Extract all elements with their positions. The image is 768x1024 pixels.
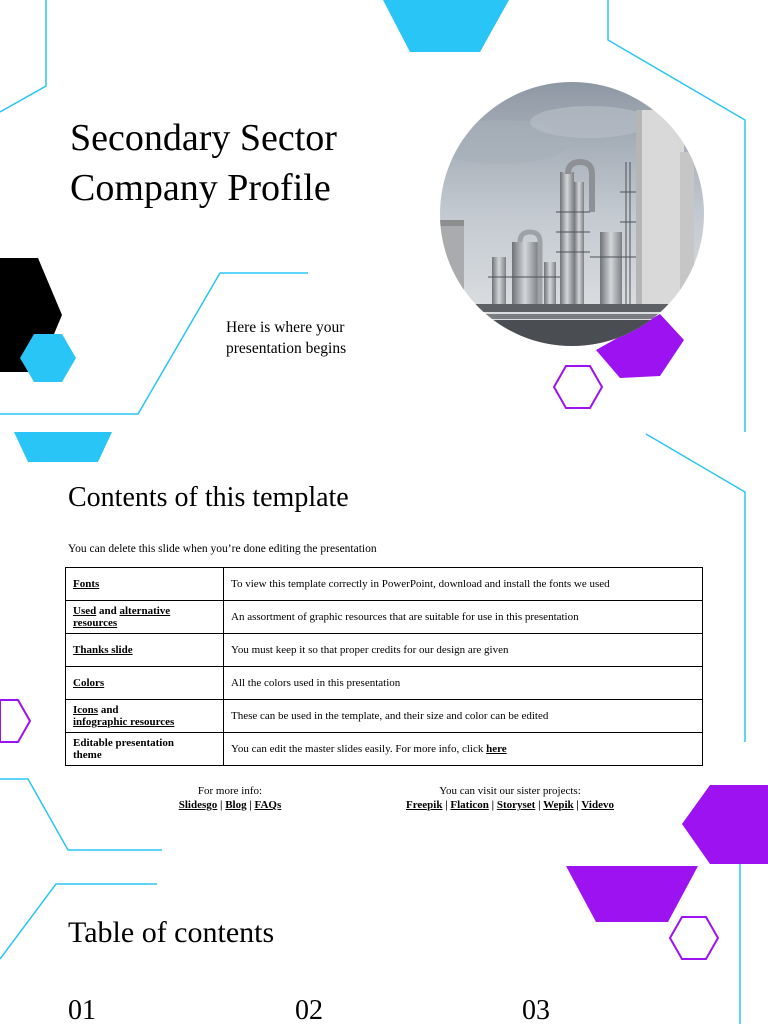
purple-hexagon <box>682 785 768 864</box>
row-desc-cell: You must keep it so that proper credits for our design are given <box>224 634 703 667</box>
row-desc-text: You can edit the master slides easily. For more info, click <box>231 743 487 755</box>
toc-number-03: 03 <box>522 995 550 1024</box>
more-info-label: For more info: <box>197 785 263 797</box>
row-name-cell <box>66 700 224 733</box>
table-row <box>66 601 703 634</box>
subtitle-line-1: Here is where your <box>226 319 345 336</box>
toc-title: Table of contents <box>68 916 275 949</box>
toc-number-01: 01 <box>68 995 96 1024</box>
row-desc-cell <box>224 733 703 766</box>
more-info-links <box>170 798 290 812</box>
presentation-subtitle <box>226 317 346 359</box>
row-name-cell <box>66 634 224 667</box>
row-name-cell <box>66 667 224 700</box>
row-name-text: and <box>98 704 119 716</box>
cyan-line-topleft <box>0 0 46 112</box>
more-info-block <box>170 784 290 812</box>
title-line-1: Secondary Sector <box>70 117 337 159</box>
sister-projects-links <box>385 798 635 812</box>
cyan-trapezoid-top <box>14 432 112 462</box>
here-link[interactable]: here <box>486 743 507 755</box>
title-slide <box>0 0 768 432</box>
title-line-2: Company Profile <box>70 167 331 209</box>
slidesgo-link[interactable]: Slidesgo <box>178 799 218 811</box>
delete-note: You can delete this slide when you’re done editing the presentation <box>68 543 377 555</box>
row-desc-cell: These can be used in the template, and their size and color can be edited <box>224 700 703 733</box>
purple-hexagon-outline <box>0 700 30 742</box>
cyan-trapezoid-top <box>383 0 509 52</box>
row-name-text: and <box>96 605 120 617</box>
row-desc-cell: An assortment of graphic resources that are suitable for use in this presentation <box>224 601 703 634</box>
row-name-cell <box>66 733 224 766</box>
blog-link[interactable]: Blog <box>225 799 247 811</box>
icons-link[interactable]: Icons <box>73 704 99 716</box>
storyset-link[interactable]: Storyset <box>496 799 536 811</box>
sister-projects-block <box>385 784 635 812</box>
link-separator: | <box>535 799 544 811</box>
purple-hexagon-outline <box>670 917 718 959</box>
table-row <box>66 733 703 766</box>
used-resources-link[interactable]: Used <box>73 605 97 617</box>
wepik-link[interactable]: Wepik <box>543 799 574 811</box>
videvo-link[interactable]: Videvo <box>581 799 614 811</box>
thanks-slide-link[interactable]: Thanks slide <box>73 644 133 656</box>
contents-title: Contents of this template <box>68 482 349 513</box>
freepik-link[interactable]: Freepik <box>406 799 443 811</box>
table-of-contents-slide <box>0 864 768 1024</box>
row-desc-cell: All the colors used in this presentation <box>224 667 703 700</box>
purple-hexagon-outline <box>554 366 602 408</box>
refinery-photo <box>440 82 704 346</box>
link-separator: | <box>442 799 451 811</box>
row-name-text: theme <box>73 749 102 761</box>
row-name-text: Editable presentation <box>73 737 174 749</box>
sister-projects-label: You can visit our sister projects: <box>439 785 581 797</box>
flaticon-link[interactable]: Flaticon <box>450 799 489 811</box>
table-row <box>66 667 703 700</box>
table-row <box>66 634 703 667</box>
contents-template-slide <box>0 432 768 864</box>
table-row <box>66 568 703 601</box>
fonts-link[interactable]: Fonts <box>73 578 100 590</box>
link-separator: | <box>217 799 226 811</box>
faqs-link[interactable]: FAQs <box>254 799 282 811</box>
toc-number-02: 02 <box>295 995 323 1024</box>
link-separator: | <box>488 799 497 811</box>
link-separator: | <box>246 799 255 811</box>
presentation-title <box>70 113 337 213</box>
purple-trapezoid <box>566 866 698 922</box>
contents-table <box>65 567 703 766</box>
colors-link[interactable]: Colors <box>73 677 105 689</box>
row-desc-cell: To view this template correctly in PowerPoint, download and install the fonts we used <box>224 568 703 601</box>
table-row <box>66 700 703 733</box>
cyan-line-bottomleft <box>0 779 162 850</box>
row-name-cell <box>66 601 224 634</box>
infographic-resources-link[interactable]: infographic resources <box>73 716 175 728</box>
subtitle-line-2: presentation begins <box>226 340 347 357</box>
alternative-resources-link[interactable]: alternative <box>119 605 171 617</box>
resources-link[interactable]: resources <box>73 617 118 629</box>
row-name-cell <box>66 568 224 601</box>
link-separator: | <box>573 799 582 811</box>
